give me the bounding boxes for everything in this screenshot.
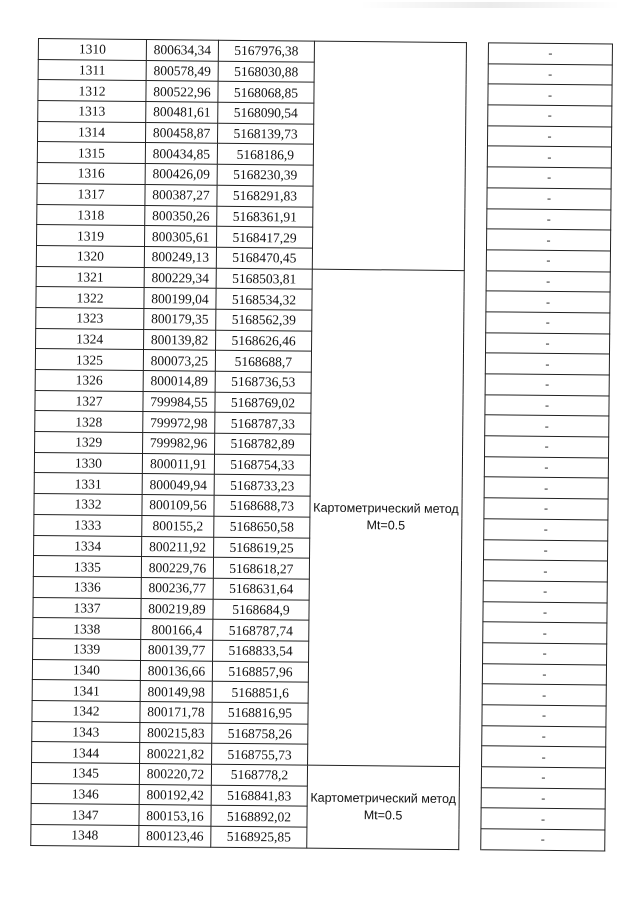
coordinate-y: 5168769,02	[215, 392, 311, 414]
point-number: 1331	[34, 473, 142, 495]
note-dash: -	[488, 43, 612, 65]
point-number: 1338	[33, 618, 141, 640]
coordinate-x: 800481,61	[146, 102, 218, 123]
blank-column	[459, 767, 482, 850]
point-number: 1347	[31, 804, 139, 826]
coordinate-x: 800171,78	[140, 702, 212, 723]
coordinate-y: 5168754,33	[214, 454, 310, 476]
note-dash: -	[486, 312, 610, 334]
coordinate-x: 800136,66	[140, 660, 212, 681]
coordinates-table	[30, 38, 613, 851]
coordinate-y: 5168534,32	[216, 288, 312, 310]
note-dash: -	[485, 394, 609, 416]
coordinate-y: 5168650,58	[214, 516, 310, 538]
point-number: 1315	[37, 142, 145, 164]
blank-column	[464, 43, 488, 271]
note-dash: -	[484, 539, 608, 561]
coordinate-x: 800220,72	[139, 764, 211, 785]
method-cell: Картометрический метод Mt=0.5	[307, 765, 460, 849]
point-number: 1311	[38, 59, 146, 81]
note-dash: -	[483, 601, 607, 623]
point-number: 1333	[34, 514, 142, 536]
coordinate-y: 5168892,02	[211, 806, 307, 828]
point-number: 1319	[37, 225, 145, 247]
coordinate-x: 800387,27	[145, 184, 217, 205]
coordinate-y: 5168068,85	[218, 82, 314, 104]
coordinate-x: 800229,76	[141, 557, 213, 578]
point-number: 1312	[38, 80, 146, 102]
note-dash: -	[484, 477, 608, 499]
point-number: 1336	[33, 576, 141, 598]
point-number: 1330	[34, 452, 142, 474]
coordinate-x: 800049,94	[142, 474, 214, 495]
note-dash: -	[485, 374, 609, 396]
coordinate-y: 5168787,33	[215, 413, 311, 435]
point-number: 1337	[33, 597, 141, 619]
point-number: 1339	[33, 638, 141, 660]
note-dash: -	[484, 519, 608, 541]
note-dash: -	[483, 643, 607, 665]
point-number: 1342	[32, 700, 140, 722]
coordinate-x: 800249,13	[144, 246, 216, 267]
coordinate-x: 800073,25	[143, 350, 215, 371]
coordinate-y: 5168631,64	[213, 578, 309, 600]
note-dash: -	[484, 457, 608, 479]
point-number: 1334	[34, 535, 142, 557]
coordinate-x: 800305,61	[145, 226, 217, 247]
note-dash: -	[486, 250, 610, 272]
table-body	[31, 39, 613, 851]
note-dash: -	[485, 353, 609, 375]
coordinate-x: 800219,89	[141, 598, 213, 619]
coordinate-x: 799984,55	[143, 391, 215, 412]
point-number: 1329	[35, 432, 143, 454]
scan-artifact	[360, 2, 620, 8]
coordinate-x: 800139,77	[141, 639, 213, 660]
note-dash: -	[488, 64, 612, 86]
note-dash: -	[487, 208, 611, 230]
note-dash: -	[486, 291, 610, 313]
note-dash: -	[487, 188, 611, 210]
coordinate-y: 5167976,38	[218, 40, 314, 62]
coordinate-y: 5168684,9	[213, 599, 309, 621]
coordinate-x: 800221,82	[140, 743, 212, 764]
point-number: 1345	[31, 763, 139, 785]
coordinate-x: 800192,42	[139, 784, 211, 805]
coordinate-x: 800434,85	[145, 143, 217, 164]
note-dash: -	[482, 725, 606, 747]
coordinate-y: 5168230,39	[217, 164, 313, 186]
coordinate-y: 5168417,29	[217, 226, 313, 248]
note-dash: -	[486, 270, 610, 292]
point-number: 1335	[33, 556, 141, 578]
coordinate-y: 5168851,6	[212, 682, 308, 704]
coordinate-x: 800014,89	[143, 371, 215, 392]
note-dash: -	[481, 808, 605, 830]
point-number: 1313	[38, 101, 146, 123]
note-dash: -	[481, 788, 605, 810]
coordinate-y: 5168503,81	[216, 268, 312, 290]
coordinate-y: 5168688,7	[215, 351, 311, 373]
point-number: 1324	[36, 328, 144, 350]
coordinate-x: 800426,09	[145, 164, 217, 185]
coordinate-y: 5168688,73	[214, 495, 310, 517]
note-dash: -	[487, 167, 611, 189]
note-dash: -	[486, 229, 610, 251]
coordinate-y: 5168755,73	[212, 744, 308, 766]
coordinate-y: 5168841,83	[211, 785, 307, 807]
note-dash: -	[487, 146, 611, 168]
note-dash: -	[488, 105, 612, 127]
coordinate-x: 800578,49	[146, 60, 218, 81]
point-number: 1328	[35, 411, 143, 433]
coordinate-y: 5168139,73	[217, 123, 313, 145]
coordinate-x: 800211,92	[142, 536, 214, 557]
coordinate-x: 799972,98	[143, 412, 215, 433]
point-number: 1344	[32, 742, 140, 764]
coordinate-y: 5168733,23	[214, 475, 310, 497]
point-number: 1346	[31, 783, 139, 805]
point-number: 1322	[36, 287, 144, 309]
note-dash: -	[484, 498, 608, 520]
note-dash: -	[487, 126, 611, 148]
note-dash: -	[481, 829, 605, 851]
coordinate-x: 800166,4	[141, 619, 213, 640]
coordinate-y: 5168816,95	[212, 702, 308, 724]
coordinate-y: 5168626,46	[216, 330, 312, 352]
coordinate-x: 800011,91	[142, 453, 214, 474]
point-number: 1321	[36, 266, 144, 288]
coordinate-y: 5168470,45	[216, 247, 312, 269]
coordinate-x: 800199,04	[144, 288, 216, 309]
note-dash: -	[482, 663, 606, 685]
coordinate-y: 5168925,85	[211, 826, 307, 848]
point-number: 1341	[32, 680, 140, 702]
coordinate-x: 800229,34	[144, 267, 216, 288]
point-number: 1316	[37, 163, 145, 185]
coordinate-x: 800139,82	[144, 329, 216, 350]
coordinate-y: 5168736,53	[215, 371, 311, 393]
point-number: 1317	[37, 183, 145, 205]
note-dash: -	[485, 332, 609, 354]
coordinate-x: 800522,96	[146, 81, 218, 102]
note-dash: -	[488, 84, 612, 106]
coordinate-y: 5168090,54	[218, 102, 314, 124]
point-number: 1310	[38, 39, 146, 61]
note-dash: -	[483, 581, 607, 603]
note-dash: -	[485, 436, 609, 458]
note-dash: -	[482, 746, 606, 768]
coordinate-y: 5168030,88	[218, 61, 314, 83]
coordinate-y: 5168782,89	[215, 433, 311, 455]
coordinate-x: 800179,35	[144, 308, 216, 329]
coordinate-x: 800123,46	[139, 826, 211, 847]
method-cell	[312, 41, 466, 270]
coordinate-x: 800109,56	[142, 495, 214, 516]
point-number: 1320	[36, 245, 144, 267]
coordinate-y: 5168186,9	[217, 144, 313, 166]
note-dash: -	[485, 415, 609, 437]
coordinate-x: 800350,26	[145, 205, 217, 226]
coordinate-x: 800155,2	[142, 515, 214, 536]
point-number: 1340	[32, 659, 140, 681]
note-dash: -	[481, 767, 605, 789]
point-number: 1314	[38, 121, 146, 143]
point-number: 1332	[34, 494, 142, 516]
coordinate-x: 800153,16	[139, 805, 211, 826]
coordinate-x: 800215,83	[140, 722, 212, 743]
coordinate-y: 5168619,25	[214, 537, 310, 559]
point-number: 1348	[31, 825, 139, 847]
point-number: 1323	[36, 307, 144, 329]
coordinate-y: 5168787,74	[213, 619, 309, 641]
coordinate-x: 799982,96	[143, 433, 215, 454]
coordinate-y: 5168562,39	[216, 309, 312, 331]
point-number: 1325	[35, 349, 143, 371]
coordinate-y: 5168361,91	[217, 206, 313, 228]
note-dash: -	[483, 622, 607, 644]
coordinate-y: 5168758,26	[212, 723, 308, 745]
note-dash: -	[482, 705, 606, 727]
coordinate-y: 5168618,27	[213, 557, 309, 579]
point-number: 1326	[35, 369, 143, 391]
coordinate-x: 800458,87	[145, 122, 217, 143]
coordinate-y: 5168833,54	[213, 640, 309, 662]
coordinate-y: 5168778,2	[211, 764, 307, 786]
point-number: 1327	[35, 390, 143, 412]
note-dash: -	[482, 684, 606, 706]
method-cell: Картометрический метод Mt=0.5	[308, 269, 465, 767]
coordinate-x: 800236,77	[141, 577, 213, 598]
coordinate-y: 5168291,83	[217, 185, 313, 207]
coordinate-x: 800634,34	[146, 40, 218, 61]
coordinate-x: 800149,98	[140, 681, 212, 702]
coordinate-y: 5168857,96	[212, 661, 308, 683]
point-number: 1343	[32, 721, 140, 743]
note-dash: -	[483, 560, 607, 582]
point-number: 1318	[37, 204, 145, 226]
